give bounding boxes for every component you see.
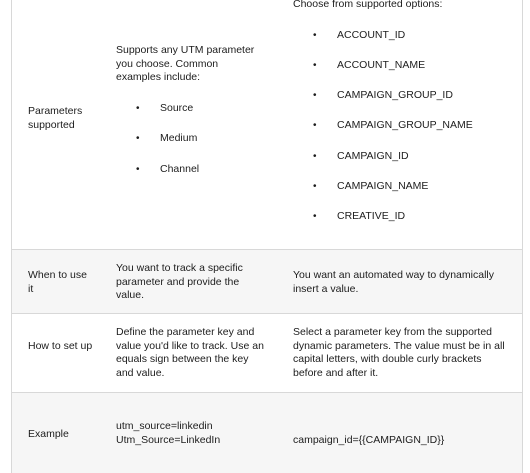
table-row-example [12, 393, 522, 473]
example-line: Utm_Source=LinkedIn [116, 433, 221, 446]
example-line: campaign_id={{CAMPAIGN_ID}} [293, 434, 445, 446]
comparison-table [11, 0, 523, 473]
static-column-cell [100, 0, 277, 249]
list-item: • ACCOUNT_ID [313, 28, 406, 41]
list-item: • CAMPAIGN_GROUP_ID [313, 89, 453, 102]
static-intro-text: Supports any UTM parameter you choose. Common examples include: [116, 44, 255, 84]
bullet-icon: • [313, 29, 317, 41]
bullet-icon: • [313, 90, 317, 102]
dynamic-column-cell [277, 393, 520, 473]
bullet-icon: • [313, 150, 317, 162]
list-item: • Source [136, 101, 194, 114]
bullet-icon: • [313, 211, 317, 223]
row-label: Parameters supported [28, 105, 83, 131]
table-row-how-to-set-up [12, 314, 522, 393]
dynamic-column-cell [277, 0, 520, 249]
row-label: Example [28, 428, 69, 440]
table-row-when-to-use [12, 250, 522, 314]
static-examples-list [116, 102, 265, 193]
list-item: • ACCOUNT_NAME [313, 58, 426, 71]
bullet-icon: • [136, 133, 140, 145]
row-label: When to use it [28, 269, 87, 295]
table-row-parameters-supported [12, 0, 522, 250]
list-item: • CREATIVE_ID [313, 210, 406, 223]
list-item: • CAMPAIGN_GROUP_NAME [313, 119, 473, 132]
bullet-icon: • [313, 59, 317, 71]
static-column-cell [100, 393, 277, 473]
list-item: • CAMPAIGN_NAME [313, 180, 429, 193]
bullet-icon: • [313, 120, 317, 132]
static-column-cell: Define the parameter key and value you'd like to track. Use an equals sign between the key and value. [116, 326, 264, 379]
bullet-icon: • [313, 181, 317, 193]
dynamic-column-cell: You want an automated way to dynamically insert a value. [293, 269, 494, 295]
example-line: utm_source=linkedin [116, 420, 213, 432]
row-label: How to set up [28, 340, 93, 352]
bullet-icon: • [136, 163, 140, 175]
dynamic-options-list [293, 29, 510, 241]
dynamic-intro-text: Choose from supported options: [293, 0, 443, 10]
list-item: • CAMPAIGN_ID [313, 149, 409, 162]
static-column-cell: You want to track a specific parameter and provide the value. [116, 262, 243, 302]
list-item: • Channel [136, 162, 200, 175]
dynamic-column-cell: Select a parameter key from the supported dynamic parameters. The value must be in all capital letters, with double curly brackets before and after it. [293, 326, 505, 379]
bullet-icon: • [136, 102, 140, 114]
list-item: • Medium [136, 132, 198, 145]
